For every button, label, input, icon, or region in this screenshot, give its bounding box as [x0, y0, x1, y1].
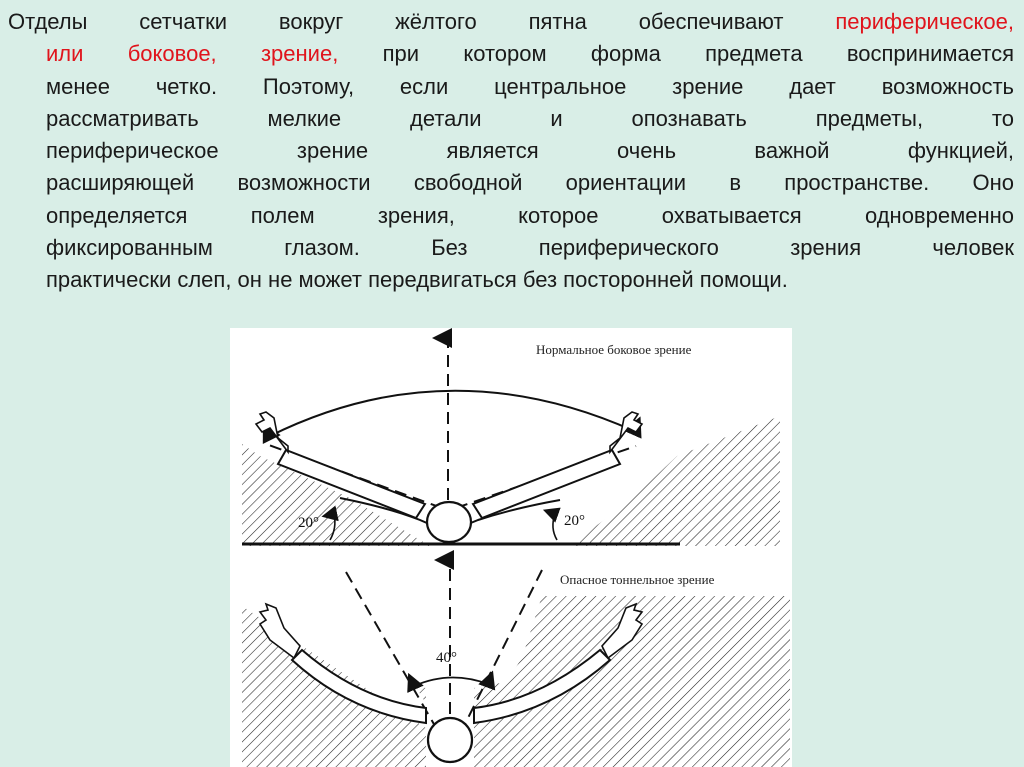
right-hand-top [610, 412, 642, 452]
paragraph-line-4: рассматривать мелкие детали и опознавать предметы, то [46, 105, 1014, 131]
angle-arc-right [553, 514, 557, 540]
caption-normal-vision: Нормальное боковое зрение [536, 342, 692, 357]
angle-label-right: 20° [564, 513, 585, 529]
paragraph-line-9: практически слеп, он не может передвигаться без посторонней помощи. [46, 267, 788, 293]
vision-diagram-svg [230, 328, 792, 767]
angle-label-left: 20° [298, 515, 319, 531]
paragraph-line-7: определяется полем зрения, которое охватывается одновременно [46, 202, 1014, 228]
right-arm-top [473, 450, 620, 518]
panel-normal-vision [242, 338, 780, 546]
paragraph-line-2: или боковое, зрение, при котором форма предмета воспринимается [46, 41, 1014, 67]
highlight-side-vision: или боковое, зрение, [46, 41, 339, 67]
head-bottom [428, 718, 472, 762]
head-top [427, 502, 471, 542]
hatched-zone-right [570, 416, 780, 546]
highlight-peripheral: периферическое, [835, 9, 1014, 34]
vision-arc-top [270, 391, 634, 436]
angle-label-bottom: 40° [436, 650, 457, 666]
paragraph-line-3: менее четко. Поэтому, если центральное зрение дает возможность [46, 73, 1014, 99]
paragraph-line-6: расширяющей возможности свободной ориентации в пространстве. Оно [46, 170, 1014, 196]
panel-tunnel-vision [242, 560, 790, 767]
caption-tunnel-vision: Опасное тоннельное зрение [560, 572, 715, 587]
body-paragraph [8, 6, 1014, 297]
vision-diagram [230, 328, 792, 767]
paragraph-line-5: периферическое зрение является очень важной функцией, [46, 138, 1014, 164]
paragraph-line-1: Отделы сетчатки вокруг жёлтого пятна обеспечивают периферическое, [8, 9, 1014, 34]
paragraph-line-8: фиксированным глазом. Без периферического зрения человек [46, 235, 1014, 261]
